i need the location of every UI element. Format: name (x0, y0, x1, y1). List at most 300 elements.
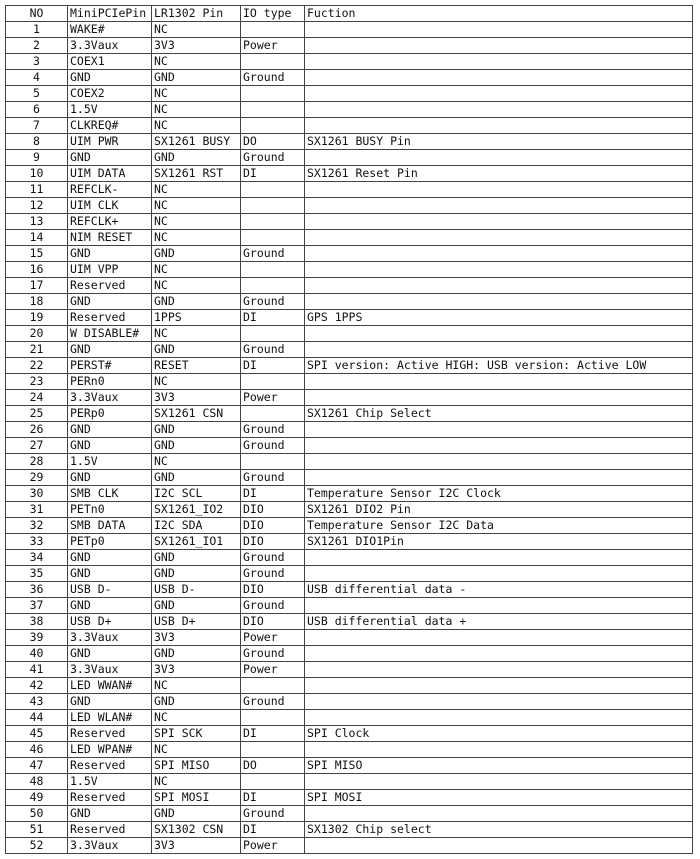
cell-lr1302-pin: SX1261 BUSY (152, 134, 241, 150)
table-row (6, 38, 693, 54)
cell-io-type: Ground (241, 470, 305, 486)
cell-minipcie-pin: Reserved (68, 726, 152, 742)
cell-io-type: DI (241, 790, 305, 806)
table-row (6, 838, 693, 854)
cell-lr1302-pin: SX1261_IO1 (152, 534, 241, 550)
cell-io-type: Ground (241, 438, 305, 454)
pinout-table-container (5, 5, 693, 854)
table-row (6, 534, 693, 550)
cell-io-type (241, 374, 305, 390)
cell-no: 34 (6, 550, 68, 566)
cell-lr1302-pin: GND (152, 566, 241, 582)
cell-io-type: DI (241, 310, 305, 326)
cell-lr1302-pin: GND (152, 70, 241, 86)
cell-no: 1 (6, 22, 68, 38)
cell-io-type: Ground (241, 246, 305, 262)
cell-function (305, 326, 693, 342)
cell-function: GPS 1PPS (305, 310, 693, 326)
cell-minipcie-pin: 1.5V (68, 102, 152, 118)
cell-no: 31 (6, 502, 68, 518)
cell-no: 38 (6, 614, 68, 630)
cell-io-type: Power (241, 38, 305, 54)
cell-no: 5 (6, 86, 68, 102)
table-row (6, 630, 693, 646)
table-row (6, 550, 693, 566)
table-row (6, 262, 693, 278)
cell-no: 20 (6, 326, 68, 342)
cell-function: SPI version: Active HIGH: USB version: Active LOW (305, 358, 693, 374)
cell-lr1302-pin: SX1261 RST (152, 166, 241, 182)
cell-function (305, 390, 693, 406)
cell-no: 32 (6, 518, 68, 534)
table-row (6, 758, 693, 774)
cell-function: SPI Clock (305, 726, 693, 742)
cell-no: 12 (6, 198, 68, 214)
cell-no: 45 (6, 726, 68, 742)
cell-function (305, 566, 693, 582)
cell-function (305, 598, 693, 614)
cell-no: 23 (6, 374, 68, 390)
header-function: Fuction (305, 6, 693, 22)
cell-minipcie-pin: USB D- (68, 582, 152, 598)
cell-no: 42 (6, 678, 68, 694)
header-no: NO (6, 6, 68, 22)
table-row (6, 678, 693, 694)
table-row (6, 118, 693, 134)
cell-io-type: Ground (241, 646, 305, 662)
cell-lr1302-pin: USB D+ (152, 614, 241, 630)
table-row (6, 806, 693, 822)
cell-io-type (241, 454, 305, 470)
table-row (6, 486, 693, 502)
cell-lr1302-pin: SPI SCK (152, 726, 241, 742)
cell-no: 3 (6, 54, 68, 70)
cell-lr1302-pin: 1PPS (152, 310, 241, 326)
cell-io-type (241, 102, 305, 118)
cell-function (305, 662, 693, 678)
cell-no: 21 (6, 342, 68, 358)
table-row (6, 454, 693, 470)
cell-minipcie-pin: GND (68, 598, 152, 614)
cell-minipcie-pin: GND (68, 422, 152, 438)
cell-no: 52 (6, 838, 68, 854)
cell-minipcie-pin: LED WWAN# (68, 678, 152, 694)
cell-function (305, 678, 693, 694)
cell-lr1302-pin: NC (152, 214, 241, 230)
table-row (6, 294, 693, 310)
cell-io-type: Ground (241, 806, 305, 822)
cell-minipcie-pin: 1.5V (68, 454, 152, 470)
cell-minipcie-pin: UIM CLK (68, 198, 152, 214)
cell-minipcie-pin: 3.3Vaux (68, 662, 152, 678)
cell-no: 24 (6, 390, 68, 406)
cell-no: 22 (6, 358, 68, 374)
cell-no: 16 (6, 262, 68, 278)
cell-no: 41 (6, 662, 68, 678)
table-row (6, 726, 693, 742)
cell-no: 2 (6, 38, 68, 54)
cell-no: 18 (6, 294, 68, 310)
cell-io-type: Power (241, 390, 305, 406)
cell-no: 46 (6, 742, 68, 758)
table-row (6, 614, 693, 630)
cell-lr1302-pin: GND (152, 422, 241, 438)
cell-io-type: Ground (241, 550, 305, 566)
table-row (6, 326, 693, 342)
cell-io-type: Ground (241, 342, 305, 358)
cell-minipcie-pin: GND (68, 646, 152, 662)
cell-io-type: Ground (241, 566, 305, 582)
cell-no: 44 (6, 710, 68, 726)
cell-function: USB differential data - (305, 582, 693, 598)
cell-lr1302-pin: NC (152, 54, 241, 70)
cell-io-type (241, 118, 305, 134)
table-row (6, 22, 693, 38)
table-row (6, 774, 693, 790)
cell-function (305, 342, 693, 358)
cell-minipcie-pin: REFCLK+ (68, 214, 152, 230)
cell-minipcie-pin: 3.3Vaux (68, 630, 152, 646)
table-row (6, 198, 693, 214)
cell-lr1302-pin: NC (152, 742, 241, 758)
cell-lr1302-pin: GND (152, 470, 241, 486)
cell-lr1302-pin: RESET (152, 358, 241, 374)
cell-minipcie-pin: Reserved (68, 790, 152, 806)
cell-lr1302-pin: NC (152, 774, 241, 790)
cell-function (305, 630, 693, 646)
cell-function (305, 422, 693, 438)
cell-minipcie-pin: PERn0 (68, 374, 152, 390)
cell-io-type (241, 182, 305, 198)
cell-function (305, 646, 693, 662)
cell-function: SPI MOSI (305, 790, 693, 806)
header-row (6, 6, 693, 22)
cell-function (305, 38, 693, 54)
cell-io-type: DIO (241, 534, 305, 550)
table-row (6, 150, 693, 166)
cell-function (305, 198, 693, 214)
cell-io-type: DI (241, 486, 305, 502)
cell-minipcie-pin: PETn0 (68, 502, 152, 518)
cell-minipcie-pin: 3.3Vaux (68, 838, 152, 854)
cell-function: SX1261 Chip Select (305, 406, 693, 422)
cell-minipcie-pin: GND (68, 150, 152, 166)
cell-lr1302-pin: NC (152, 278, 241, 294)
cell-minipcie-pin: Reserved (68, 310, 152, 326)
cell-function (305, 454, 693, 470)
cell-function (305, 374, 693, 390)
cell-lr1302-pin: 3V3 (152, 38, 241, 54)
cell-function (305, 70, 693, 86)
table-row (6, 358, 693, 374)
cell-function: SX1261 DIO1Pin (305, 534, 693, 550)
table-row (6, 742, 693, 758)
cell-io-type (241, 22, 305, 38)
cell-function: USB differential data + (305, 614, 693, 630)
cell-lr1302-pin: GND (152, 438, 241, 454)
table-row (6, 86, 693, 102)
cell-io-type: DI (241, 358, 305, 374)
cell-minipcie-pin: GND (68, 550, 152, 566)
cell-lr1302-pin: NC (152, 198, 241, 214)
cell-io-type: Ground (241, 422, 305, 438)
cell-no: 4 (6, 70, 68, 86)
cell-minipcie-pin: PERp0 (68, 406, 152, 422)
cell-lr1302-pin: GND (152, 694, 241, 710)
cell-io-type: DO (241, 134, 305, 150)
cell-io-type: DIO (241, 582, 305, 598)
cell-io-type: DIO (241, 502, 305, 518)
cell-minipcie-pin: Reserved (68, 278, 152, 294)
cell-lr1302-pin: 3V3 (152, 630, 241, 646)
table-row (6, 710, 693, 726)
table-row (6, 518, 693, 534)
cell-minipcie-pin: GND (68, 694, 152, 710)
cell-no: 19 (6, 310, 68, 326)
cell-lr1302-pin: NC (152, 678, 241, 694)
cell-no: 43 (6, 694, 68, 710)
cell-lr1302-pin: GND (152, 246, 241, 262)
cell-function (305, 470, 693, 486)
cell-no: 49 (6, 790, 68, 806)
table-row (6, 166, 693, 182)
header-minipcie-pin: MiniPCIePin (68, 6, 152, 22)
cell-function: SX1261 BUSY Pin (305, 134, 693, 150)
cell-function: Temperature Sensor I2C Clock (305, 486, 693, 502)
cell-lr1302-pin: SPI MISO (152, 758, 241, 774)
cell-no: 28 (6, 454, 68, 470)
cell-minipcie-pin: REFCLK- (68, 182, 152, 198)
cell-lr1302-pin: I2C SCL (152, 486, 241, 502)
cell-minipcie-pin: GND (68, 294, 152, 310)
cell-function: Temperature Sensor I2C Data (305, 518, 693, 534)
cell-io-type: Ground (241, 150, 305, 166)
cell-io-type (241, 710, 305, 726)
cell-function (305, 550, 693, 566)
cell-function (305, 774, 693, 790)
cell-no: 40 (6, 646, 68, 662)
table-body (6, 22, 693, 854)
cell-no: 11 (6, 182, 68, 198)
cell-function (305, 838, 693, 854)
cell-lr1302-pin: GND (152, 806, 241, 822)
cell-lr1302-pin: SX1261_IO2 (152, 502, 241, 518)
table-row (6, 502, 693, 518)
table-row (6, 54, 693, 70)
cell-function (305, 710, 693, 726)
cell-lr1302-pin: SX1261 CSN (152, 406, 241, 422)
table-row (6, 278, 693, 294)
cell-io-type: Power (241, 630, 305, 646)
cell-io-type (241, 774, 305, 790)
pinout-table (5, 5, 693, 854)
table-row (6, 406, 693, 422)
cell-function (305, 438, 693, 454)
cell-minipcie-pin: GND (68, 246, 152, 262)
table-row (6, 246, 693, 262)
cell-lr1302-pin: NC (152, 454, 241, 470)
cell-io-type: DIO (241, 614, 305, 630)
cell-function (305, 278, 693, 294)
table-row (6, 182, 693, 198)
table-row (6, 390, 693, 406)
cell-minipcie-pin: PERST# (68, 358, 152, 374)
cell-io-type (241, 214, 305, 230)
table-row (6, 214, 693, 230)
cell-function (305, 742, 693, 758)
cell-no: 17 (6, 278, 68, 294)
cell-no: 39 (6, 630, 68, 646)
cell-lr1302-pin: NC (152, 262, 241, 278)
table-row (6, 342, 693, 358)
cell-minipcie-pin: GND (68, 438, 152, 454)
cell-lr1302-pin: 3V3 (152, 662, 241, 678)
cell-io-type (241, 86, 305, 102)
cell-minipcie-pin: Reserved (68, 822, 152, 838)
cell-io-type: Ground (241, 598, 305, 614)
cell-lr1302-pin: NC (152, 22, 241, 38)
cell-function: SPI MISO (305, 758, 693, 774)
cell-io-type: Power (241, 838, 305, 854)
header-io-type: IO type (241, 6, 305, 22)
cell-minipcie-pin: Reserved (68, 758, 152, 774)
cell-minipcie-pin: LED WPAN# (68, 742, 152, 758)
cell-function (305, 54, 693, 70)
header-lr1302-pin: LR1302 Pin (152, 6, 241, 22)
cell-io-type (241, 278, 305, 294)
table-row (6, 822, 693, 838)
cell-io-type: DI (241, 726, 305, 742)
cell-function: SX1261 DIO2 Pin (305, 502, 693, 518)
cell-no: 51 (6, 822, 68, 838)
cell-lr1302-pin: GND (152, 342, 241, 358)
cell-no: 48 (6, 774, 68, 790)
cell-lr1302-pin: 3V3 (152, 838, 241, 854)
cell-lr1302-pin: NC (152, 230, 241, 246)
cell-lr1302-pin: GND (152, 598, 241, 614)
cell-function (305, 118, 693, 134)
cell-io-type: DO (241, 758, 305, 774)
cell-minipcie-pin: UIM DATA (68, 166, 152, 182)
cell-no: 13 (6, 214, 68, 230)
cell-minipcie-pin: GND (68, 342, 152, 358)
cell-function (305, 262, 693, 278)
cell-io-type: Ground (241, 294, 305, 310)
cell-no: 15 (6, 246, 68, 262)
cell-minipcie-pin: GND (68, 566, 152, 582)
cell-no: 50 (6, 806, 68, 822)
cell-lr1302-pin: NC (152, 118, 241, 134)
cell-function (305, 230, 693, 246)
cell-function: SX1302 Chip select (305, 822, 693, 838)
cell-no: 26 (6, 422, 68, 438)
cell-io-type: Ground (241, 694, 305, 710)
cell-function (305, 294, 693, 310)
cell-function (305, 22, 693, 38)
cell-minipcie-pin: UIM PWR (68, 134, 152, 150)
cell-lr1302-pin: GND (152, 646, 241, 662)
cell-lr1302-pin: GND (152, 294, 241, 310)
cell-no: 9 (6, 150, 68, 166)
cell-minipcie-pin: WAKE# (68, 22, 152, 38)
cell-lr1302-pin: NC (152, 326, 241, 342)
cell-io-type (241, 230, 305, 246)
cell-minipcie-pin: LED WLAN# (68, 710, 152, 726)
cell-io-type: DI (241, 822, 305, 838)
cell-lr1302-pin: SX1302 CSN (152, 822, 241, 838)
cell-minipcie-pin: USB D+ (68, 614, 152, 630)
cell-minipcie-pin: 3.3Vaux (68, 390, 152, 406)
cell-minipcie-pin: NIM RESET (68, 230, 152, 246)
cell-minipcie-pin: 1.5V (68, 774, 152, 790)
cell-no: 7 (6, 118, 68, 134)
table-row (6, 598, 693, 614)
cell-function (305, 246, 693, 262)
table-row (6, 102, 693, 118)
cell-lr1302-pin: NC (152, 102, 241, 118)
cell-io-type: Power (241, 662, 305, 678)
cell-lr1302-pin: NC (152, 182, 241, 198)
cell-function (305, 150, 693, 166)
table-row (6, 566, 693, 582)
cell-lr1302-pin: NC (152, 710, 241, 726)
cell-no: 30 (6, 486, 68, 502)
cell-lr1302-pin: SPI MOSI (152, 790, 241, 806)
cell-io-type: DIO (241, 518, 305, 534)
cell-io-type (241, 742, 305, 758)
cell-lr1302-pin: 3V3 (152, 390, 241, 406)
cell-minipcie-pin: SMB CLK (68, 486, 152, 502)
table-row (6, 310, 693, 326)
cell-no: 8 (6, 134, 68, 150)
cell-minipcie-pin: COEX2 (68, 86, 152, 102)
cell-minipcie-pin: W DISABLE# (68, 326, 152, 342)
table-row (6, 438, 693, 454)
cell-io-type: Ground (241, 70, 305, 86)
cell-no: 29 (6, 470, 68, 486)
cell-no: 14 (6, 230, 68, 246)
table-row (6, 422, 693, 438)
cell-lr1302-pin: GND (152, 150, 241, 166)
cell-minipcie-pin: UIM VPP (68, 262, 152, 278)
cell-io-type: DI (241, 166, 305, 182)
cell-function: SX1261 Reset Pin (305, 166, 693, 182)
cell-function (305, 86, 693, 102)
cell-function (305, 694, 693, 710)
cell-no: 27 (6, 438, 68, 454)
table-row (6, 790, 693, 806)
cell-io-type (241, 406, 305, 422)
cell-io-type (241, 54, 305, 70)
cell-function (305, 806, 693, 822)
table-row (6, 646, 693, 662)
cell-io-type (241, 262, 305, 278)
table-row (6, 662, 693, 678)
cell-function (305, 214, 693, 230)
cell-lr1302-pin: I2C SDA (152, 518, 241, 534)
table-row (6, 374, 693, 390)
cell-no: 10 (6, 166, 68, 182)
table-row (6, 70, 693, 86)
cell-lr1302-pin: USB D- (152, 582, 241, 598)
cell-no: 37 (6, 598, 68, 614)
cell-no: 25 (6, 406, 68, 422)
cell-function (305, 182, 693, 198)
cell-lr1302-pin: NC (152, 374, 241, 390)
cell-no: 35 (6, 566, 68, 582)
cell-minipcie-pin: SMB DATA (68, 518, 152, 534)
cell-no: 36 (6, 582, 68, 598)
